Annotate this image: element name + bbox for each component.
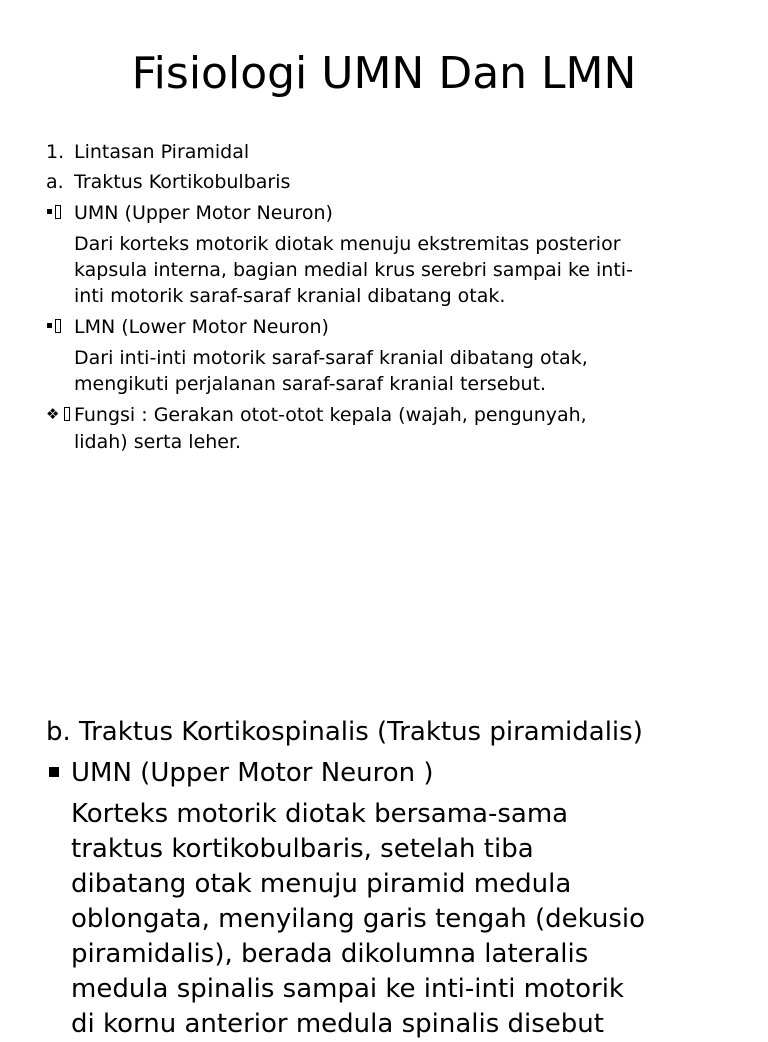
diamond-bullet-icon: ❖ (46, 405, 60, 423)
section-heading: b. Traktus Kortikospinalis (Traktus piramidalis) (46, 717, 643, 747)
square-bullet-icon (47, 209, 52, 214)
list-letter: a. (46, 171, 64, 193)
slide-title: Fisiologi UMN Dan LMN (131, 48, 637, 99)
missing-glyph-icon (55, 205, 61, 219)
list-number: 1. (46, 141, 65, 163)
missing-glyph-icon (64, 407, 70, 421)
umn-description-line: Dari korteks motorik diotak menuju ekstremitas posterior (74, 233, 621, 255)
paragraph-line: dibatang otak menuju piramid medula (71, 869, 572, 899)
lmn-description-line: mengikuti perjalanan saraf-saraf kranial tersebut. (74, 373, 547, 395)
umn-description-line: kapsula interna, bagian medial krus serebri sampai ke inti- (74, 259, 633, 281)
bullet-item-text: UMN (Upper Motor Neuron) (74, 202, 333, 224)
bullet-item-text: Fungsi : Gerakan otot-otot kepala (wajah, pengunyah, (74, 404, 587, 426)
paragraph-line: piramidalis), berada dikolumna lateralis (71, 939, 589, 969)
list-item-text: Traktus Kortikobulbaris (74, 171, 291, 193)
lmn-description-line: Dari inti-inti motorik saraf-saraf kranial dibatang otak, (74, 347, 588, 369)
bullet-item-text: LMN (Lower Motor Neuron) (74, 316, 329, 338)
paragraph-line: di kornu anterior medula spinalis disebut (71, 1009, 604, 1039)
missing-glyph-icon (55, 319, 61, 333)
paragraph-line: oblongata, menyilang garis tengah (dekusio (71, 904, 645, 934)
fungsi-continuation-line: lidah) serta leher. (74, 431, 242, 453)
paragraph-line: Korteks motorik diotak bersama-sama (71, 799, 569, 829)
paragraph-line: medula spinalis sampai ke inti-inti motorik (71, 974, 624, 1004)
umn-description-line: inti motorik saraf-saraf kranial dibatang otak. (74, 285, 506, 307)
bullet-item-text: UMN (Upper Motor Neuron ) (71, 758, 434, 788)
square-bullet-icon (49, 767, 59, 777)
square-bullet-icon (47, 323, 52, 328)
list-item-text: Lintasan Piramidal (74, 141, 250, 163)
paragraph-line: traktus kortikobulbaris, setelah tiba (71, 834, 534, 864)
